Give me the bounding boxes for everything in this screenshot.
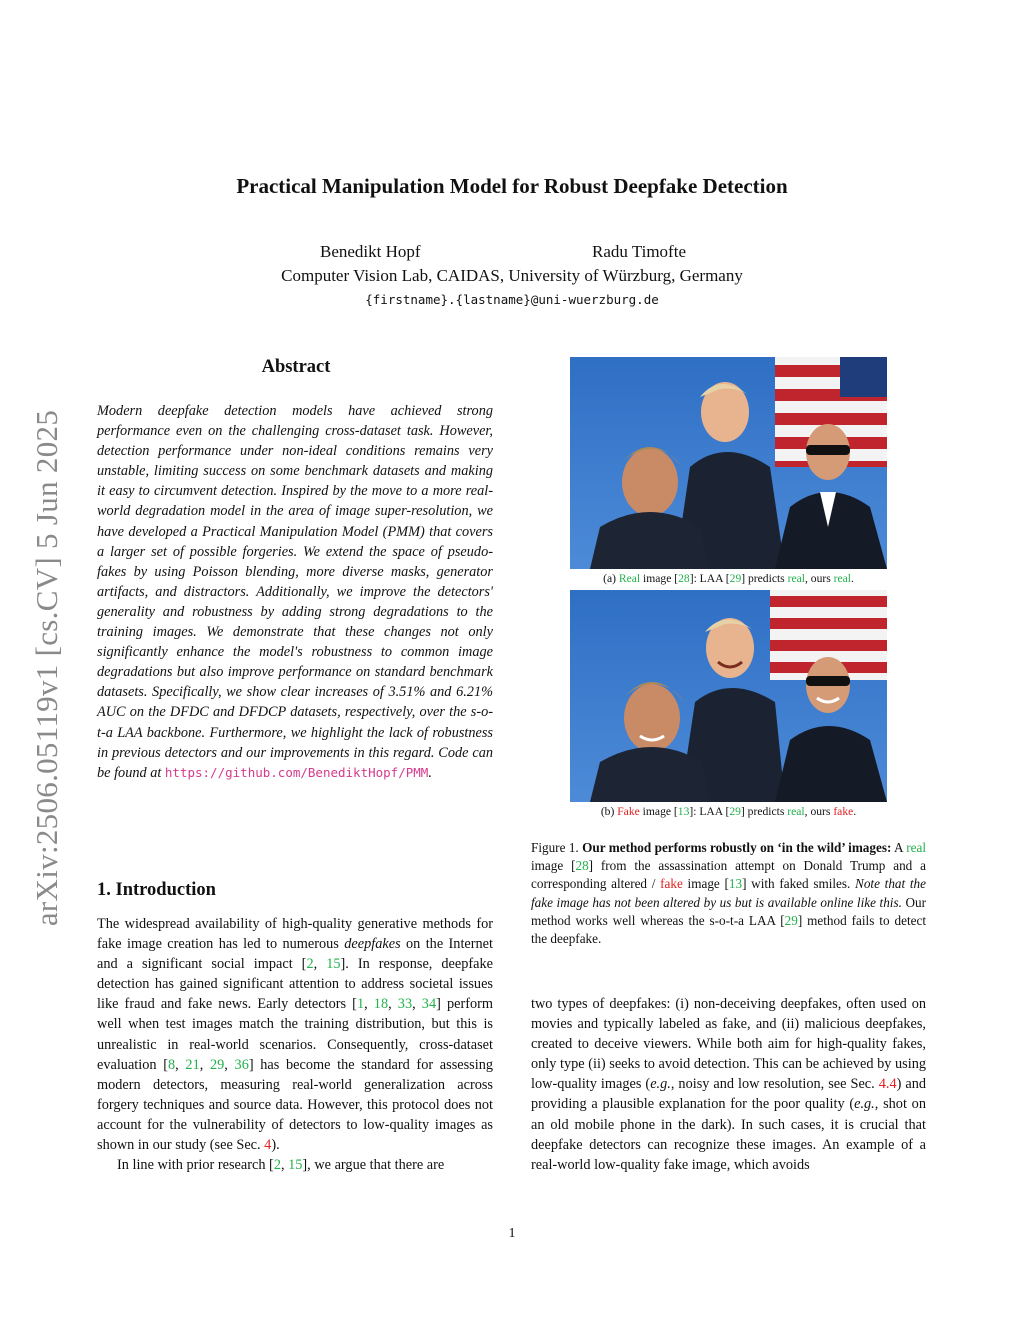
affiliation: Computer Vision Lab, CAIDAS, University of Würzburg, Germany bbox=[281, 266, 743, 285]
abstract-text: Modern deepfake detection models have achieved strong performance even on the challenging cross-dataset task. However, detection performance under non-ideal conditions remains very unstable, limiting success on some benchmark datasets and making it easy to circumvent detection. Inspired by the move to a more real-world degradation model in the area of image super-resolution, we have developed a Practical Manipulation Model (PMM) that covers a larger set of possible forgeries. We extend the space of pseudo-fakes by using Poisson blending, more diverse masks, generator artifacts, and distractors. Additionally, we improve the detectors' generality and robustness by adding strong degradations to the training images. We demonstrate that these changes not only significantly enhance the model's robustness to common image degradations but also improve performance on standard benchmark datasets. Specifically, we show clear increases of 3.51% and 6.21% AUC on the DFDC and DFDCP datasets, respectively, over the s-o-t-a LAA backbone. Furthermore, we highlight the lack of robustness in previous detectors and our improvements in this regard. Code can be found at bbox=[97, 403, 493, 781]
email: {firstname}.{lastname}@uni-wuerzburg.de bbox=[365, 292, 659, 307]
figure-1a-real-photo bbox=[570, 357, 887, 569]
introduction-body: The widespread availability of high-quality generative methods for fake image creation has led to numerous deepfakes on the Internet and a significant social impact [2, 15]. In response, deepfake detection has gained significant attention to address societal issues like fraud and fake news. Early detectors [1, 18, 33, 34] perform well when test images match the training distribution, but this is unrealistic in real-world scenarios. Consequently, cross-dataset evaluation [8, 21, 29, 36] has become the standard for assessing modern detectors, measuring real-world generalization across forgery techniques and source data. However, this protocol does not account for the vulnerability of detectors to low-quality images as shown in our study (see Sec. 4). In line with prior research [2, 15], we argue that there are bbox=[97, 916, 494, 1174]
figure-1-caption: Figure 1. Our method performs robustly on ‘in the wild’ images: A real image [28] from the assassination attempt on Donald Trump and a corresponding altered / fake image [13] with faked smiles. Note that the fake image has not been altered by us but is available online like this. Our method works well whereas the s-o-t-a LAA [29] method fails to detect the deepfake. bbox=[531, 840, 927, 947]
code-url-link[interactable]: https://github.com/BenediktHopf/PMM bbox=[164, 764, 429, 780]
subcaption-b: (b) Fake image [13]: LAA [29] predicts real, ours fake. bbox=[600, 805, 857, 818]
author-2: Radu Timofte bbox=[592, 242, 686, 261]
right-column-body: two types of deepfakes: (i) non-deceiving deepfakes, often used on movies and typically labeled as fake, and (ii) malicious deepfakes, created to deceive viewers. While both aim for high-quality fakes, only type (ii) seeks to avoid detection. This can be achieved by using low-quality images (e.g., noisy and low resolution, see Sec. 4.4) and providing a plausible explanation for the poor quality (e.g., shot on an old mobile phone in the dark). In such cases, it is crucial that deepfake detectors can recognize these images. An example of a real-world low-quality fake image, which avoids bbox=[531, 996, 927, 1173]
subcaption-a: (a) Real image [28]: LAA [29] predicts real, ours real. bbox=[603, 572, 854, 585]
page-number: 1 bbox=[508, 1226, 516, 1241]
arxiv-watermark: arXiv:2506.05119v1 [cs.CV] 5 Jun 2025 bbox=[29, 409, 64, 927]
abstract-body: Modern deepfake detection models have achieved strong performance even on the challenging cross-dataset task. However, detection performance under non-ideal conditions remains very unstable, limiting success on some benchmark datasets and making it easy to circumvent detection. Inspired by the move to a more real-world degradation model in the area of image super-resolution, we have developed a Practical Manipulation Model (PMM) that covers a larger set of possible forgeries. We extend the space of pseudo-fakes by using Poisson blending, more diverse masks, generator artifacts, and distractors. Additionally, we improve the detectors' generality and robustness by adding strong degradations to the training images. We demonstrate that these changes not only significantly enhance the model's robustness to common image degradations but also improve performance on standard benchmark datasets. Specifically, we show clear increases of 3.51% and 6.21% AUC on the DFDC and DFDCP datasets, respectively, over the s-o-t-a LAA backbone. Furthermore, we highlight the lack of robustness in previous detectors and our improvements in this regard. Code can be found at https://github.com/BenediktHopf/PMM. bbox=[97, 403, 493, 781]
author-1: Benedikt Hopf bbox=[320, 242, 421, 261]
paper-title: Practical Manipulation Model for Robust Deepfake Detection bbox=[236, 174, 788, 198]
abstract-heading: Abstract bbox=[261, 357, 331, 377]
introduction-heading: 1. Introduction bbox=[97, 880, 216, 900]
figure-1b-fake-photo bbox=[570, 590, 887, 802]
